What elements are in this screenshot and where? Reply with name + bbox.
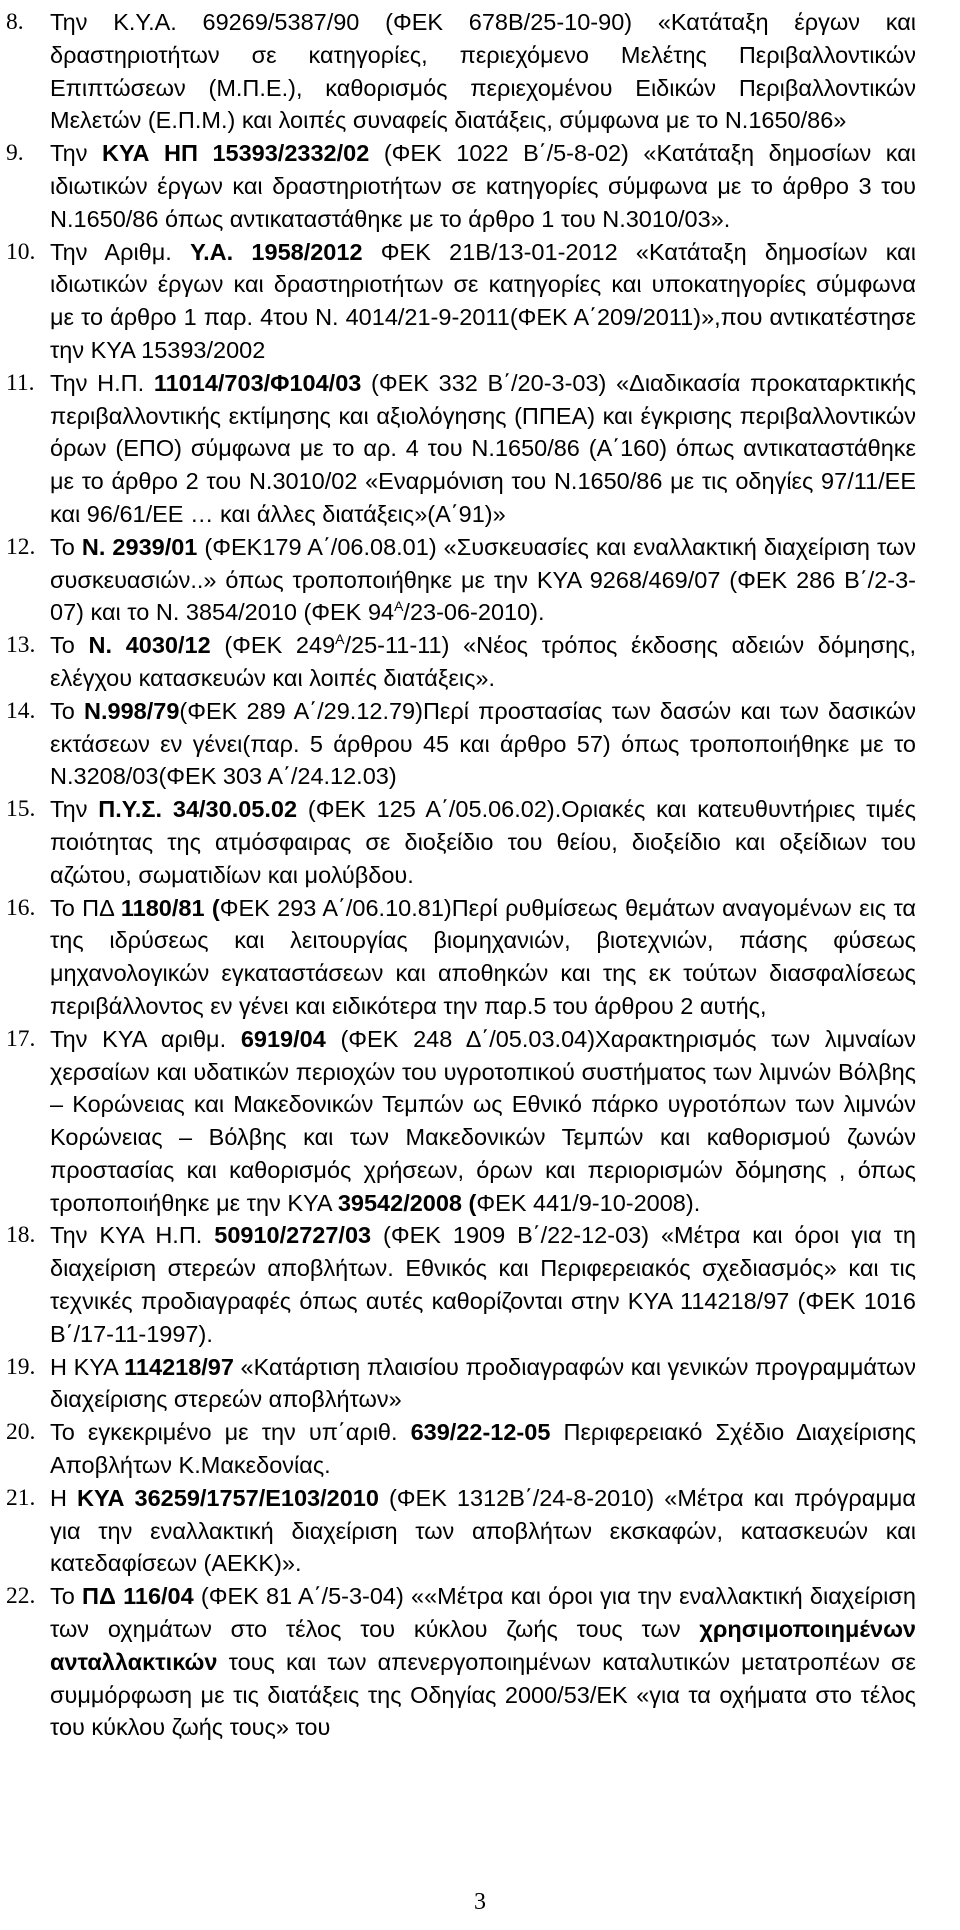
list-item xyxy=(0,1023,960,1220)
bold-reference: Ν.998/79 xyxy=(84,697,180,724)
text-run: (ΦΕΚ 332 Β΄/20-3-03) «Διαδικασία προκαταρκτικής περιβαλλοντικής εκτίμησης και αξιολόγησης (ΠΠΕΑ) και έγκρισης περιβαλλοντικών όρων (ΕΠΟ) σύμφωνα με το αρ. 4 του Ν.1650/86 (Α΄160) όπως αντικαταστάθηκε με το άρθρο 2 του Ν.3010/02 «Εναρμόνιση του Ν.1650/86 με τις οδηγίες 97/11/ΕΕ και 96/61/ΕΕ … και άλλες διατάξεις»(Α΄91)» xyxy=(50,369,917,527)
item-number: 17. xyxy=(6,1025,36,1052)
bold-reference: 11014/703/Φ104/03 xyxy=(153,369,362,396)
text-run: (ΦΕΚ179 Α΄/06.08.01) «Συσκευασίες και εναλλακτική διαχείριση των συσκευασιών..» όπως τροποποιήθηκε με την ΚΥΑ 9268/469/07 (ΦΕΚ 286 Β΄/2-3-07) και το Ν. 3854/2010 (ΦΕΚ 94 xyxy=(50,533,917,626)
text-run: ΦΕΚ 293 Α΄/06.10.81)Περί ρυθμίσεως θεμάτων αναγομένων εις τα της ιδρύσεως και λειτουργίας βιομηχανιών, βιοτεχνιών, πάσης φύσεως μηχανολογικών εγκαταστάσεων και αποθηκών και της εκ τούτων διασφαλίσεως περιβάλλοντος εν γένει και ειδικότερα την παρ.5 του άρθρου 2 αυτής, xyxy=(50,894,916,1019)
text-run: ΦΕΚ 441/9-10-2008). xyxy=(476,1189,701,1216)
list-item xyxy=(0,793,960,891)
list-item xyxy=(0,1580,960,1744)
list-item xyxy=(0,137,960,235)
text-run: (ΦΕΚ 125 Α΄/05.06.02).Οριακές και κατευθυντήριες τιμές ποιότητας της ατμόσφαιρας σε διοξείδιο του θείου, διοξείδιο και οξείδιων του αζώτου, σωματιδίων και μολύβδου. xyxy=(50,796,916,888)
bold-reference: Ν. 2939/01 xyxy=(81,533,198,560)
list-item xyxy=(0,1482,960,1580)
text-run: Την ΚΥΑ αριθμ. xyxy=(50,1025,241,1052)
item-number: 19. xyxy=(6,1353,36,1380)
item-number: 20. xyxy=(6,1419,36,1446)
text-run: Το xyxy=(50,1583,83,1610)
item-text xyxy=(50,6,916,137)
item-number: 16. xyxy=(6,894,36,921)
item-number: 21. xyxy=(6,1484,36,1511)
text-run: (ΦΕΚ 1022 Β΄/5-8-02) «Κατάταξη δημοσίων και ιδιωτικών έργων και δραστηριοτήτων σε κατηγορίες σύμφωνα με το άρθρο 3 του Ν.1650/86 όπως αντικαταστάθηκε με το άρθρο 1 του Ν.3010/03». xyxy=(50,140,916,232)
text-run: Το xyxy=(50,697,85,724)
item-text xyxy=(50,137,916,235)
item-number: 15. xyxy=(6,796,36,823)
bold-reference: ΚΥΑ 36259/1757/Ε103/2010 xyxy=(77,1484,379,1511)
text-run: /25-11-11) «Νέος τρόπος έκδοσης αδειών δόμησης, ελέγχου κατασκευών και λοιπές διατάξεις». xyxy=(50,632,917,691)
item-text xyxy=(50,629,916,695)
item-number: 14. xyxy=(6,697,36,724)
text-run: Το εγκεκριμένο με την υπ΄αριθ. xyxy=(50,1419,411,1446)
item-number: 10. xyxy=(6,238,36,265)
bold-reference: 639/22-12-05 xyxy=(410,1419,551,1446)
item-text xyxy=(50,1219,916,1350)
bold-reference: χρησιμοποιημένων ανταλλακτικών xyxy=(50,1616,916,1675)
bold-reference: ΚΥΑ ΗΠ 15393/2332/02 xyxy=(101,140,370,167)
bold-reference: Ν. 4030/12 xyxy=(88,632,211,659)
bold-reference: ΠΔ 116/04 xyxy=(82,1583,194,1610)
item-text xyxy=(50,793,916,891)
document-body xyxy=(0,6,960,1744)
text-run: Το xyxy=(50,533,82,560)
list-item xyxy=(0,892,960,1023)
text-run: Την Η.Π. xyxy=(50,369,154,396)
bold-reference: 39542/2008 ( xyxy=(337,1189,477,1216)
item-number: 9. xyxy=(6,140,24,167)
item-text xyxy=(50,1482,916,1580)
item-text xyxy=(50,1023,916,1220)
bold-reference: 114218/97 xyxy=(124,1353,234,1380)
text-run: (ΦΕΚ 1909 Β΄/22-12-03) «Μέτρα και όροι για τη διαχείριση στερεών αποβλήτων. Εθνικός και Περιφερειακός σχεδιασμός» και τις τεχνικές προδιαγραφές όπως αυτές καθορίζονται στην ΚΥΑ 114218/97 (ΦΕΚ 1016 Β΄/17-11-1997). xyxy=(50,1222,917,1347)
item-text xyxy=(50,1351,916,1417)
text-run: Η xyxy=(50,1484,78,1511)
text-run: Περιφερειακό Σχέδιο Διαχείρισης Αποβλήτων Κ.Μακεδονίας. xyxy=(50,1419,916,1479)
superscript: Α xyxy=(394,598,404,615)
text-run: (ΦΕΚ 81 Α΄/5-3-04) ««Μέτρα και όροι για την εναλλακτική διαχείριση των οχημάτων στο τέλος του κύκλου ζωής τους των xyxy=(50,1583,916,1643)
item-text xyxy=(50,695,916,793)
list-item xyxy=(0,1351,960,1417)
text-run: (ΦΕΚ 1312Β΄/24-8-2010) «Μέτρα και πρόγραμμα για την εναλλακτική διαχείριση των αποβλήτων εκσκαφών, κατασκευών και κατεδαφίσεων (ΑΕΚΚ)». xyxy=(50,1484,916,1577)
item-text xyxy=(50,531,916,629)
list-item xyxy=(0,236,960,367)
text-run: (ΦΕΚ 289 Α΄/29.12.79)Περί προστασίας των δασών και των δασικών εκτάσεων εν γένει(παρ. 5 άρθρου 45 και άρθρο 57) όπως τροποποιήθηκε με το Ν.3208/03(ΦΕΚ 303 Α΄/24.12.03) xyxy=(50,697,916,790)
text-run: /23-06-2010). xyxy=(403,599,545,626)
text-run: Το ΠΔ xyxy=(50,894,121,921)
list-item xyxy=(0,1219,960,1350)
list-item xyxy=(0,1416,960,1482)
bold-reference: Υ.Α. 1958/2012 xyxy=(190,238,363,265)
superscript: Α xyxy=(335,631,345,648)
text-run: (ΦΕΚ 248 Δ΄/05.03.04)Χαρακτηρισμός των λιμναίων χερσαίων και υδατικών περιοχών του υγροτοπικού συστήματος των λιμνών Βόλβης – Κορώνειας και Μακεδονικών Τεμπών ως Εθνικό πάρκο υγροτόπων των λιμνών Κορώνειας – Βόλβης και των Μακεδονικών Τεμπών και καθορισμού ζωνών προστασίας και καθορισμός χρήσεων, όρων και περιορισμών δόμησης , όπως τροποποιήθηκε με την ΚΥΑ xyxy=(50,1025,916,1216)
text-run: (ΦΕΚ 249 xyxy=(210,632,336,659)
text-run: Την Αριθμ. xyxy=(50,238,191,265)
list-item xyxy=(0,531,960,629)
item-text xyxy=(50,892,916,1023)
text-run: Η ΚΥΑ xyxy=(50,1353,125,1380)
text-run: Την Κ.Υ.Α. 69269/5387/90 (ΦΕΚ 678Β/25-10-90) «Κατάταξη έργων και δραστηριοτήτων σε κατηγορίες, περιεχόμενο Μελέτης Περιβαλλοντικών Επιπτώσεων (Μ.Π.Ε.), καθορισμός περιεχομένου Ειδικών Περιβαλλοντικών Μελετών (Ε.Π.Μ.) και λοιπές συναφείς διατάξεις, σύμφωνα με το Ν.1650/86» xyxy=(50,9,916,134)
bold-reference: 1180/81 ( xyxy=(120,894,220,921)
text-run: Το xyxy=(50,632,89,659)
text-run: Την xyxy=(50,140,102,167)
list-item xyxy=(0,629,960,695)
item-text xyxy=(50,1416,916,1482)
item-text xyxy=(50,367,916,531)
bold-reference: 50910/2727/03 xyxy=(214,1222,372,1249)
item-number: 11. xyxy=(6,369,35,396)
text-run: τους και των απενεργοποιημένων καταλυτικών μετατροπέων σε συμμόρφωση με τις διατάξεις της Οδηγίας 2000/53/ΕΚ «για τα οχήματα στο τέλος του κύκλου ζωής τους» του xyxy=(50,1648,916,1741)
item-number: 12. xyxy=(6,533,36,560)
item-text xyxy=(50,1580,916,1744)
text-run: Την xyxy=(50,796,99,823)
item-number: 8. xyxy=(6,9,24,35)
item-text xyxy=(50,236,916,367)
item-number: 13. xyxy=(6,632,36,659)
page-number: 3 xyxy=(474,1889,486,1915)
bold-reference: Π.Υ.Σ. 34/30.05.02 xyxy=(98,796,298,823)
text-run: ΦΕΚ 21Β/13-01-2012 «Κατάταξη δημοσίων και ιδιωτικών έργων και δραστηριοτήτων σε κατηγορίες και υποκατηγορίες σύμφωνα με το άρθρο 1 παρ. 4του Ν. 4014/21-9-2011(ΦΕΚ Α΄209/2011)»,που αντικατέστησε την ΚΥΑ 15393/2002 xyxy=(50,238,916,363)
item-number: 22. xyxy=(6,1583,36,1610)
text-run: «Κατάρτιση πλαισίου προδιαγραφών και γενικών προγραμμάτων διαχείρισης στερεών αποβλήτων» xyxy=(50,1353,916,1413)
item-number: 18. xyxy=(6,1222,36,1249)
list-item xyxy=(0,695,960,793)
bold-reference: 6919/04 xyxy=(240,1025,326,1052)
list-item xyxy=(0,367,960,531)
text-run: Την ΚΥΑ Η.Π. xyxy=(50,1222,215,1249)
list-item xyxy=(0,6,960,137)
